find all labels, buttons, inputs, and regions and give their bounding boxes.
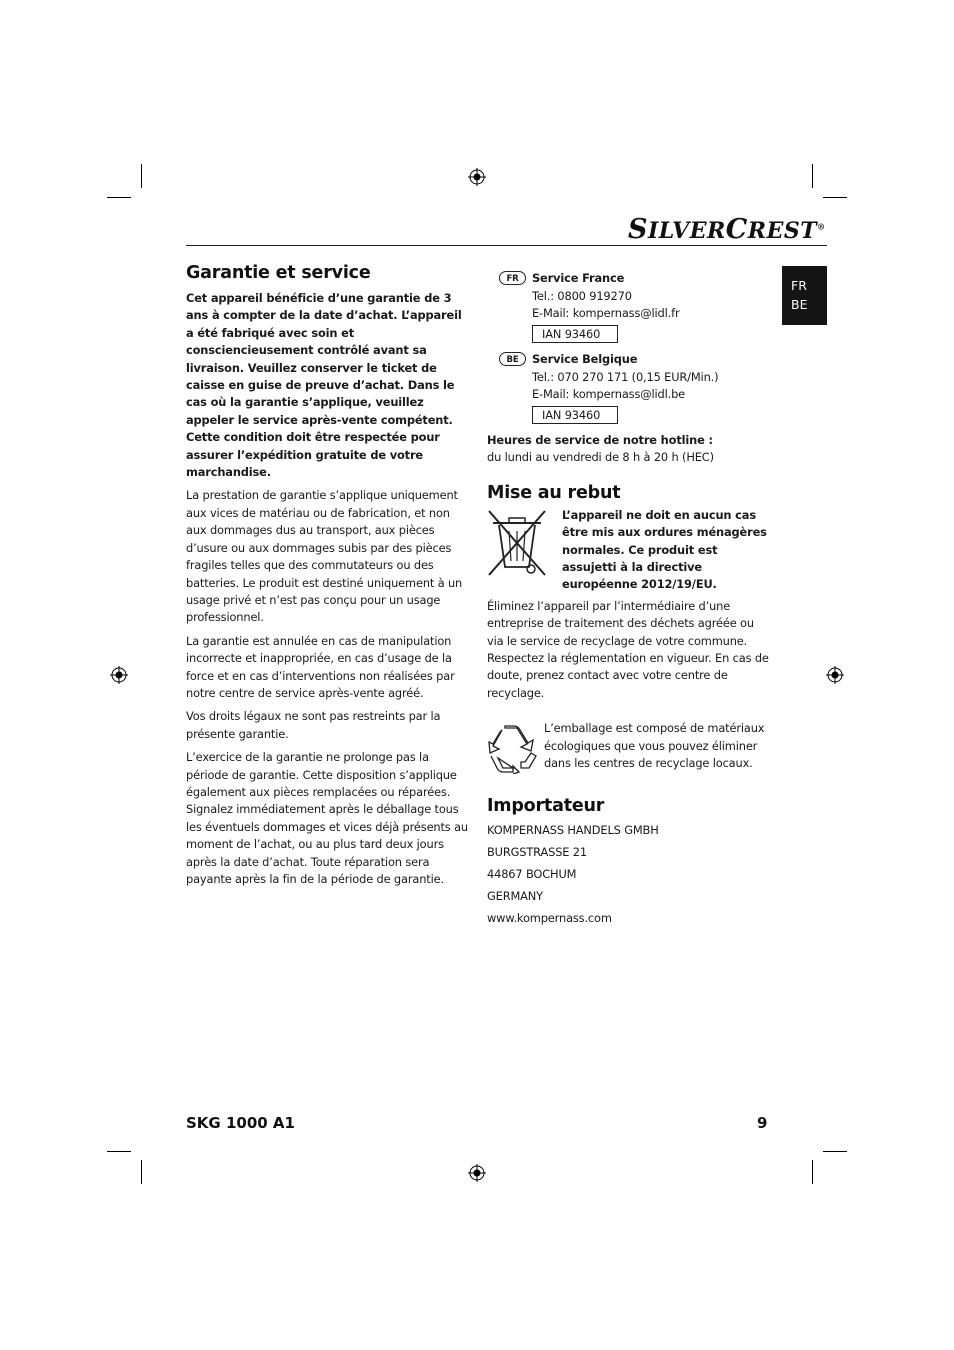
- disposal-warning-block: [487, 507, 772, 594]
- country-flag-badge: FR: [499, 271, 526, 285]
- service-title: Service France: [532, 271, 625, 285]
- language-code: FR: [791, 278, 807, 293]
- service-france: [487, 270, 772, 343]
- ian-box: IAN 93460: [532, 325, 618, 343]
- packaging-text: L’emballage est composé de matériaux écologiques que vous pouvez éliminer dans les centres de recyclage locaux.: [544, 721, 765, 771]
- crossed-out-bin-icon: [487, 509, 547, 577]
- right-column: [487, 270, 772, 929]
- crop-mark: [107, 197, 131, 198]
- service-phone: Tel.: 070 270 171 (0,15 EUR/Min.): [532, 369, 719, 384]
- service-title: Service Belgique: [532, 352, 638, 366]
- language-code: BE: [791, 297, 808, 312]
- service-email: E-Mail: kompernass@lidl.fr: [532, 306, 680, 320]
- hotline-hours: du lundi au vendredi de 8 h à 20 h (HEC): [487, 450, 714, 465]
- recycling-icon: [487, 724, 539, 774]
- warranty-paragraph: La prestation de garantie s’applique uniquement aux vices de matériau ou de fabrication, et non aux dommages dus au transport, aux pièces d’usure ou aux dommages subis par des pièces fragiles telles que des commutateurs ou des batteries. Le produit est destiné uniquement à un usage privé et n’est pas conçu pour un usage professionnel.: [186, 488, 463, 625]
- registration-mark-icon: [110, 666, 128, 684]
- disposal-text: Éliminez l’appareil par l’intermédiaire d’une entreprise de traitement des déchets agréée ou via le service de recyclage de votre commune. Respectez la réglementation en vigueur. En cas de doute, prenez contact avec votre centre de recyclage.: [487, 598, 769, 700]
- country-flag-badge: BE: [499, 352, 526, 366]
- warranty-paragraph: L’exercice de la garantie ne prolonge pas la période de garantie. Cette disposition s’applique également aux pièces remplacées ou réparées. Signalez immédiatement après le déballage tous les éventuels dommages et vices déjà présents au moment de l’achat, ou au plus tard deux jours après la date d’achat. Toute réparation sera payante après la fin de la période de garantie.: [186, 750, 468, 886]
- crop-mark: [141, 164, 142, 188]
- warranty-section: [186, 263, 468, 888]
- importer-website: www.kompernass.com: [487, 911, 612, 926]
- brand-logo: SILVERCREST®: [628, 214, 826, 245]
- warranty-paragraph: La garantie est annulée en cas de manipulation incorrecte et inappropriée, en cas d’usage de la force et en cas d’interventions non réalisées par notre centre de service après-vente agréé.: [186, 633, 455, 700]
- crop-mark: [812, 1160, 813, 1184]
- disposal-warning: L’appareil ne doit en aucun cas être mis aux ordures ménagères normales. Ce produit est assujetti à la directive européenne 2012/19/EU.: [562, 507, 767, 592]
- crop-mark: [823, 1151, 847, 1152]
- importer-company: KOMPERNASS HANDELS GMBH: [487, 823, 659, 838]
- packaging-block: [487, 720, 772, 776]
- page-number: 9: [757, 1114, 768, 1132]
- service-email: E-Mail: kompernass@lidl.be: [532, 387, 686, 401]
- crop-mark: [141, 1160, 142, 1184]
- importer-country: GERMANY: [487, 889, 543, 904]
- crop-mark: [107, 1151, 131, 1152]
- service-phone: Tel.: 0800 919270: [532, 288, 632, 303]
- registration-mark-icon: [468, 1164, 486, 1182]
- importer-street: BURGSTRASSE 21: [487, 845, 587, 860]
- importer-city: 44867 BOCHUM: [487, 867, 577, 882]
- registration-mark-icon: [468, 168, 486, 186]
- crop-mark: [823, 197, 847, 198]
- section-title: Mise au rebut: [487, 482, 621, 503]
- warranty-paragraph: Vos droits légaux ne sont pas restreints par la présente garantie.: [186, 709, 441, 741]
- ian-box: IAN 93460: [532, 406, 618, 424]
- language-tab: [782, 266, 827, 325]
- hotline-hours-title: Heures de service de notre hotline :: [487, 433, 713, 447]
- crop-mark: [812, 164, 813, 188]
- warranty-intro: Cet appareil bénéficie d’une garantie de 3 ans à compter de la date d’achat. L’appareil a été fabriqué avec soin et consciencieusement contrôlé avant sa livraison. Veuillez conserver le ticket de caisse en guise de preuve d’achat. Dans le cas où la garantie s’applique, veuillez appeler le service après-vente compétent. Cette condition doit être respectée pour assurer l’expédition gratuite de votre marchandise.: [186, 291, 462, 480]
- header-rule: [186, 245, 827, 246]
- service-belgique: [487, 351, 772, 424]
- section-title: Garantie et service: [186, 263, 371, 283]
- section-title: Importateur: [487, 796, 605, 817]
- model-number: SKG 1000 A1: [186, 1114, 295, 1132]
- registration-mark-icon: [826, 666, 844, 684]
